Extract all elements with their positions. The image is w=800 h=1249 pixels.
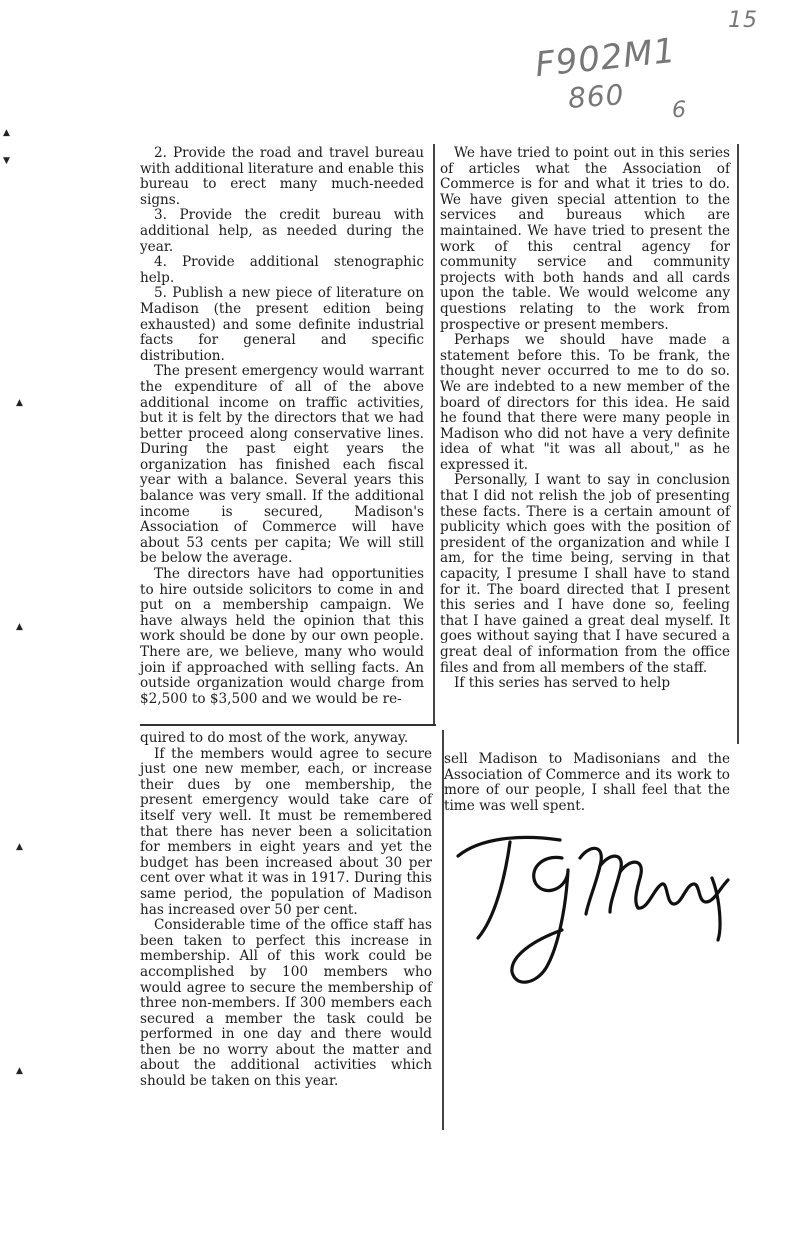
column-divider xyxy=(433,144,435,724)
paragraph: Considerable time of the office staff has been taken to perfect this increase in membership. All of this work could be accomplished by 100 members who would agree to secure the membership of three non-members. If 300 members each secured a member the task could be performed in one day and there would then be no worry about the matter and about the additional activities which should be taken on this year. xyxy=(140,917,432,1090)
article-column-left-top xyxy=(140,146,424,707)
handwritten-signature xyxy=(450,818,735,993)
handwritten-sub-id: 860 xyxy=(566,78,626,115)
column-divider xyxy=(737,144,739,744)
clipping-cut-line xyxy=(140,724,436,726)
paragraph: 5. Publish a new piece of literature on Madison (the present edition being exhausted) and some definite industrial facts for general and specific distribution. xyxy=(140,285,424,364)
paragraph: 3. Provide the credit bureau with additional help, as needed during the year. xyxy=(140,207,424,255)
paragraph: 4. Provide additional stenographic help. xyxy=(140,254,424,286)
margin-mark-icon: ▲ xyxy=(16,842,23,852)
margin-mark-icon: ▲ xyxy=(16,398,23,408)
paragraph: The present emergency would warrant the expenditure of all of the above additional income on traffic activities, but it is felt by the directors that we had better proceed along conservative lines. During the past eight years the organization has finished each fiscal year with a balance. Several years this balance was very small. If the additional income is secured, Madison's Association of Commerce will have about 53 cents per capita; We will still be below the average. xyxy=(140,363,424,567)
paragraph: quired to do most of the work, anyway. xyxy=(140,730,409,746)
paragraph: If this series has served to help xyxy=(454,675,671,692)
paragraph: Personally, I want to say in conclusion that I did not relish the job of presenting these facts. There is a certain amount of publicity which goes with the position of president of the organization and while I am, for the time being, serving in that capacity, I presume I shall have to stand for it. The board directed that I present this series and I have done so, feeling that I have gained a great deal myself. It goes without saying that I have secured a great deal of information from the office files and from all members of the staff. xyxy=(440,472,730,676)
margin-mark-icon: ▼ xyxy=(3,156,10,166)
paragraph: We have tried to point out in this series of articles what the Association of Commerce is for and what it tries to do. We have given special attention to the services and bureaus which are maintained. We have tried to present the work of this central agency for community service and community projects with both hands and all cards upon the table. We would welcome any questions relating to the work from prospective or present members. xyxy=(440,145,730,333)
paragraph: Perhaps we should have made a statement before this. To be frank, the thought never occurred to me to do so. We are indebted to a new member of the board of directors for this idea. He said he found that there were many people in Madison who did not have a very definite idea of what "it was all about," as he expressed it. xyxy=(440,332,730,473)
margin-mark-icon: ▲ xyxy=(16,622,23,632)
paragraph: If the members would agree to secure just one new member, each, or increase their dues by one membership, the present emergency would take care of itself very well. It must be remembered that there has never been a solicitation for members in eight years and yet the budget has been increased about 30 per cent over what it was in 1917. During this same period, the population of Madison has increased over 50 per cent. xyxy=(140,745,432,918)
handwritten-corner-mark: 15 xyxy=(728,8,758,33)
handwritten-page-number: 6 xyxy=(672,98,687,123)
article-column-right-top xyxy=(440,146,730,692)
handwritten-file-id: F902M1 xyxy=(533,30,679,86)
paragraph: sell Madison to Madisonians and the Association of Commerce and its work to more of our people, I shall feel that the time was well spent. xyxy=(444,751,730,814)
paragraph: 2. Provide the road and travel bureau with additional literature and enable this bureau to erect many much-needed signs. xyxy=(140,145,424,208)
article-column-right-bottom xyxy=(444,752,730,814)
paragraph: The directors have had opportunities to hire outside solicitors to come in and put on a membership campaign. We have always held the opinion that this work should be done by our own people. There are, we believe, many who would join if approached with selling facts. An outside organization would charge from $2,500 to $3,500 and we would be re- xyxy=(140,566,424,707)
margin-mark-icon: ▲ xyxy=(16,1066,23,1076)
article-column-left-bottom xyxy=(140,731,432,1090)
margin-mark-icon: ▲ xyxy=(3,128,10,138)
